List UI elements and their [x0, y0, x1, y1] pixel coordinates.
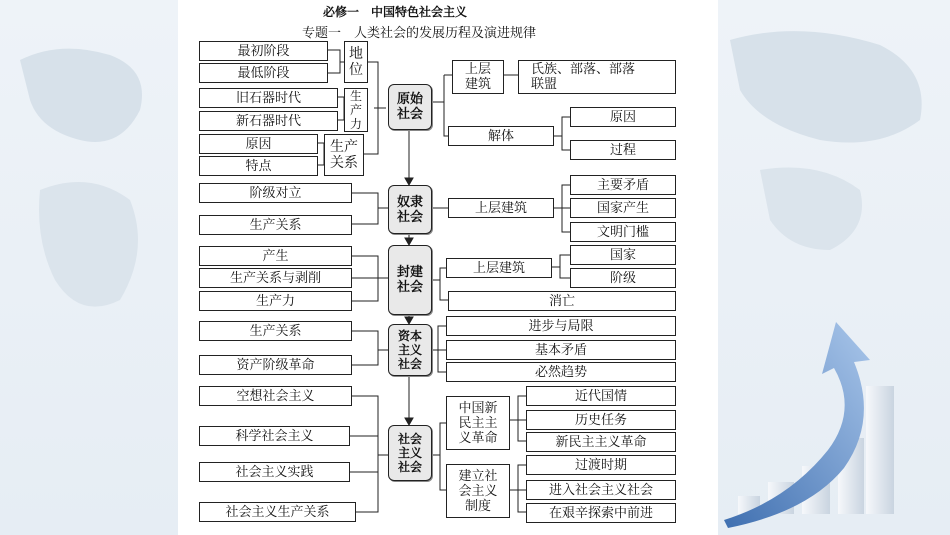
stage-capitalist-society: 资本 主义 社会 — [388, 324, 432, 376]
node-dissolution-process: 过程 — [570, 140, 676, 160]
node-primitive-feature: 特点 — [199, 156, 318, 176]
node-feudal-decline: 消亡 — [448, 291, 676, 311]
node-slave-production-relations: 生产关系 — [199, 215, 352, 235]
node-capitalist-production-relations: 生产关系 — [199, 321, 352, 341]
node-socialist-practice: 社会主义实践 — [199, 462, 350, 482]
node-new-democratic-revolution: 中国新 民主主 义革命 — [446, 396, 510, 450]
node-neolithic: 新石器时代 — [199, 111, 338, 131]
group-status: 地 位 — [344, 41, 368, 83]
node-inevitable-trend: 必然趋势 — [446, 362, 676, 382]
node-clans-tribes: 氏族、部落、部落 联盟 — [518, 60, 676, 94]
node-state-emergence: 国家产生 — [570, 198, 676, 218]
node-feudal-superstructure: 上层建筑 — [446, 258, 552, 278]
page-title: 必修一 中国特色社会主义 — [323, 5, 468, 19]
node-feudal-state: 国家 — [570, 245, 676, 265]
node-historical-task: 历史任务 — [526, 410, 676, 430]
node-enter-socialist-society: 进入社会主义社会 — [526, 480, 676, 500]
stage-socialist-society: 社会 主义 社会 — [388, 425, 432, 481]
node-civilization-threshold: 文明门槛 — [570, 222, 676, 242]
node-bourgeois-revolution: 资产阶级革命 — [199, 355, 352, 375]
stage-slave-society: 奴隶 社会 — [388, 185, 432, 234]
node-lowest-stage: 最低阶段 — [199, 63, 328, 83]
growth-bars-arrow-decoration — [718, 300, 950, 535]
node-socialist-production-relations: 社会主义生产关系 — [199, 502, 356, 522]
node-establish-socialist-system: 建立社 会主义 制度 — [446, 464, 510, 518]
node-relations-exploitation: 生产关系与剥削 — [199, 268, 352, 288]
node-dissolution: 解体 — [448, 126, 554, 146]
node-feudal-class: 阶级 — [570, 268, 676, 288]
node-modern-national-conditions: 近代国情 — [526, 386, 676, 406]
group-productivity: 生 产 力 — [344, 88, 368, 132]
node-principal-contradiction: 主要矛盾 — [570, 175, 676, 195]
node-feudal-emergence: 产生 — [199, 246, 352, 266]
node-slave-superstructure: 上层建筑 — [448, 198, 554, 218]
node-arduous-exploration: 在艰辛探索中前进 — [526, 503, 676, 523]
node-progress-limits: 进步与局限 — [446, 316, 676, 336]
node-primitive-cause: 原因 — [199, 134, 318, 154]
node-paleolithic: 旧石器时代 — [199, 88, 338, 108]
node-transition-period: 过渡时期 — [526, 455, 676, 475]
node-feudal-productivity: 生产力 — [199, 291, 352, 311]
node-primitive-superstructure: 上层 建筑 — [452, 60, 504, 94]
node-new-democratic-revolution-item: 新民主主义革命 — [526, 432, 676, 452]
node-basic-contradiction: 基本矛盾 — [446, 340, 676, 360]
node-dissolution-cause: 原因 — [570, 107, 676, 127]
stage-feudal-society: 封建 社会 — [388, 245, 432, 315]
page-subtitle: 专题一 人类社会的发展历程及演进规律 — [302, 26, 537, 41]
node-utopian-socialism: 空想社会主义 — [199, 386, 352, 406]
stage-primitive-society: 原始 社会 — [388, 84, 432, 130]
node-scientific-socialism: 科学社会主义 — [199, 426, 350, 446]
node-class-antagonism: 阶级对立 — [199, 183, 352, 203]
node-earliest-stage: 最初阶段 — [199, 41, 328, 61]
group-production-relations: 生产 关系 — [324, 134, 364, 176]
